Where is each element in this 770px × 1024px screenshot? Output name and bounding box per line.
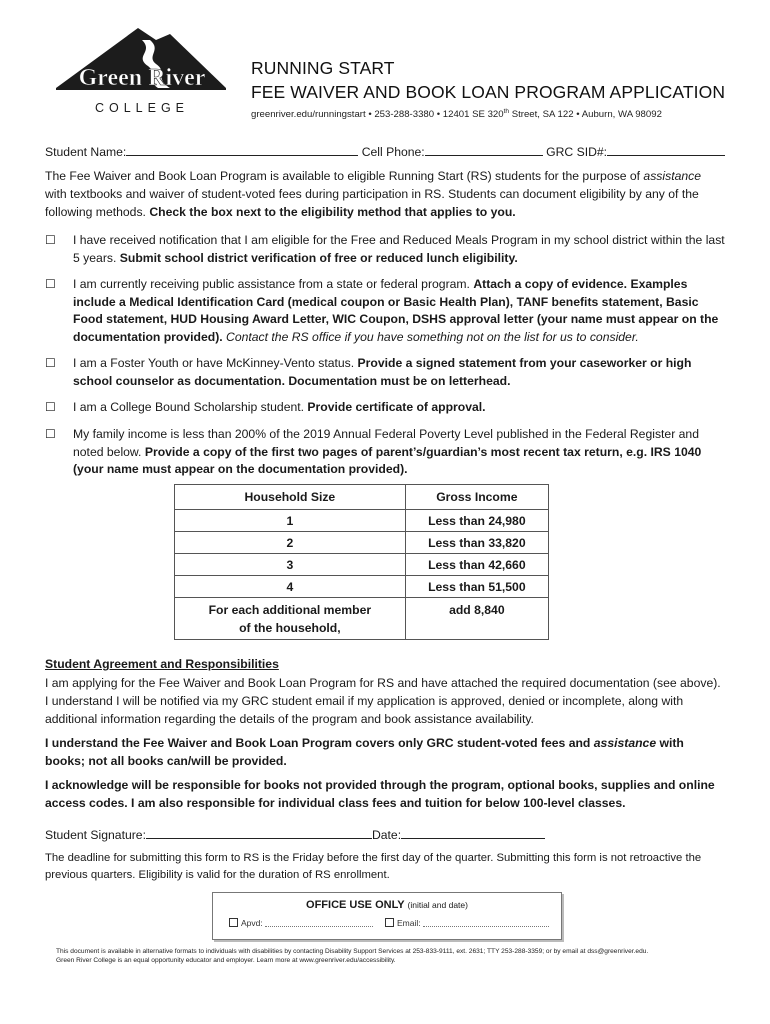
green-river-logo	[50, 26, 230, 118]
application-form: Green River COLLEGE RUNNING START FEE WAIVER AND BOOK LOAN PROGRAM APPLICATION greenriver.edu/runningstart • 253-288-3380 • 12401 SE 320th Street, SA 122 • Auburn, WA 98092 Student Name: Cell Phone: GRC SID#: The Fee Waiver and Book Loan Program is available to eligible Running Start (RS) students for the purpose of assistance with textbooks and waiver of student-voted fees during participation in RS. Students can document eligibility by any of the following methods. Check the box next to the eligibility method that applies to you. ☐ I have received notification that I am eligible for the Free and Reduced Meals Program in my school district within the last 5 years. Submit school district verification of free or reduced lunch eligibility. ☐ I am currently receiving public assistance from a state or federal program. Attach a copy of evidence. Examples include a Medical Identification Card (medical coupon or Basic Health Plan), TANF benefits statement, Basic Food statement, HUD Housing Award Letter, WIC Coupon, DSHS approval letter (your name must appear on the documentation provided). Contact the RS office if you have something not on the list for us to consider. ☐ I am a Foster Youth or have McKinney-Vento status. Provide a signed statement from your caseworker or high school counselor as documentation. Documentation must be on letterhead. ☐ I am a College Bound Scholarship student. Provide certificate of approval. ☐ My family income is less than 200% of the 2019 Annual Federal Poverty Level published in the Federal Register and noted below. Provide a copy of the first two pages of parent’s/guardian’s most recent tax return, e.g. IRS 1040 (your name must appear on the documentation provided). Household Size Gross Income 1 Less than 24,980 2 Less than 33,820 3 Less than 42,660 4 Less than 51,500 For each additional member of the household, add 8,840 Student Agreement and Responsibilities I am applying for the Fee Waiver and Book Loan Program for RS and have attached the required documentation (see above). I understand I will be notified via my GRC student email if my application is approved, denied or incomplete, along with additional information regarding the details of the program and book assistance availability. I understand the Fee Waiver and Book Loan Program covers only GRC student-voted fees and assistance with books; not all books can/will be provided. I acknowledge will be responsible for books not provided through the program, optional books, supplies and online access codes. I am also responsible for individual class fees and tuition for below 100-level classes. Student Signature: Date: The deadline for submitting this form to RS is the Friday before the first day of the quarter. Submitting this form is not retroactive the previous quarters. Eligibility is valid for the duration of RS enrollment. OFFICE USE ONLY (initial and date) Apvd: Email: This document is available in alternative formats to individuals with disabilities by contacting Disability Support Services at 253-833-9111, ext. 2631; TTY 253-288-3359; or by email at dss@greenriver.edu. Green River College is an equal opportunity educator and employer. Learn more at www.greenriver.edu/accessibility.	[0, 0, 770, 1024]
income-table	[174, 484, 549, 640]
office-use-box	[212, 892, 562, 940]
table-row	[175, 576, 549, 598]
table-row	[175, 554, 549, 576]
svg-text:COLLEGE: COLLEGE	[94, 101, 190, 115]
table-header-household-size: Household Size	[175, 485, 406, 510]
checkbox-family-income[interactable]: ☐	[45, 427, 56, 441]
intro-paragraph: The Fee Waiver and Book Loan Program is available to eligible Running Start (RS) students for the purpose of assistance with textbooks and waiver of student-voted fees during participation in RS. Students can document eligibility by any of the following methods. Check the box next to the eligibility method that applies to you.	[45, 169, 702, 219]
footer-equal-opportunity-line: Green River College is an equal opportunity educator and employer. Learn more at www.greenriver.edu/accessibility.	[56, 956, 396, 964]
table-row	[175, 510, 549, 532]
student-info-row	[45, 143, 725, 159]
table-cell: Less than 51,500	[405, 576, 548, 598]
cell-phone-label: Cell Phone:	[361, 145, 425, 159]
table-cell: Less than 24,980	[405, 510, 548, 532]
date-field[interactable]	[401, 826, 545, 839]
footer	[56, 948, 736, 965]
title-line-1: RUNNING START	[251, 58, 395, 78]
checkbox-public-assistance[interactable]: ☐	[45, 277, 56, 291]
table-header-row	[175, 485, 549, 510]
office-use-title: OFFICE USE ONLY (initial and date)	[306, 899, 468, 911]
table-header-gross-income: Gross Income	[405, 485, 548, 510]
student-name-label: Student Name:	[45, 145, 127, 159]
agreement-paragraph-2: I understand the Fee Waiver and Book Loan Program covers only GRC student-voted fees and assistance with books; not all books can/will be provided.	[45, 736, 684, 768]
table-cell: Less than 33,820	[405, 532, 548, 554]
mountain-logo-icon	[50, 26, 230, 118]
agreement-heading: Student Agreement and Responsibilities	[45, 657, 279, 671]
table-row	[175, 532, 549, 554]
signature-row	[45, 826, 545, 842]
checkbox-foster-youth[interactable]: ☐	[45, 356, 56, 370]
table-row-additional	[175, 598, 549, 640]
date-label: Date:	[371, 828, 402, 842]
grc-sid-label: GRC SID#:	[546, 145, 608, 159]
grc-sid-field[interactable]	[607, 143, 725, 156]
footer-accessibility-line: This document is available in alternative formats to individuals with disabilities by contacting Disability Support Services at 253-833-9111, ext. 2631; TTY 253-288-3359; or by email at dss@greenriver.edu.	[56, 948, 649, 955]
email-checkbox-icon	[385, 918, 394, 927]
agreement-paragraph-1: I am applying for the Fee Waiver and Book Loan Program for RS and have attached the required documentation (see above). I understand I will be notified via my GRC student email if my application is approved, denied or incomplete, along with additional information regarding the details of the program and book assistance availability.	[45, 676, 721, 726]
cell-phone-field[interactable]	[425, 143, 543, 156]
office-email-field[interactable]: Email:	[385, 918, 549, 928]
checkbox-college-bound[interactable]: ☐	[45, 400, 56, 414]
table-cell: 3	[175, 554, 406, 576]
office-apvd-field[interactable]: Apvd:	[229, 918, 373, 928]
table-cell: 4	[175, 576, 406, 598]
table-cell-additional-member: For each additional member of the household,	[175, 598, 406, 640]
student-signature-label: Student Signature:	[45, 828, 146, 842]
deadline-paragraph: The deadline for submitting this form to RS is the Friday before the first day of the quarter. Submitting this form is not retroactive the previous quarters. Eligibility is valid for the duration of RS enrollment.	[45, 852, 702, 881]
svg-text:Green River: Green River	[78, 65, 206, 91]
apvd-checkbox-icon	[229, 918, 238, 927]
table-cell: Less than 42,660	[405, 554, 548, 576]
agreement-paragraph-3: I acknowledge will be responsible for books not provided through the program, optional books, supplies and online access codes. I am also responsible for individual class fees and tuition for below 100-level classes.	[45, 778, 715, 810]
student-name-field[interactable]	[126, 143, 358, 156]
title-line-2: FEE WAIVER AND BOOK LOAN PROGRAM APPLICATION	[251, 82, 726, 102]
table-cell: 2	[175, 532, 406, 554]
contact-info: greenriver.edu/runningstart • 253-288-3380 • 12401 SE 320th Street, SA 122 • Auburn, WA 98092	[251, 108, 662, 121]
title-block	[251, 56, 731, 120]
table-cell: 1	[175, 510, 406, 532]
table-cell-additional-value: add 8,840	[405, 598, 548, 640]
checkbox-meals[interactable]: ☐	[45, 233, 56, 247]
student-signature-field[interactable]	[146, 826, 372, 839]
